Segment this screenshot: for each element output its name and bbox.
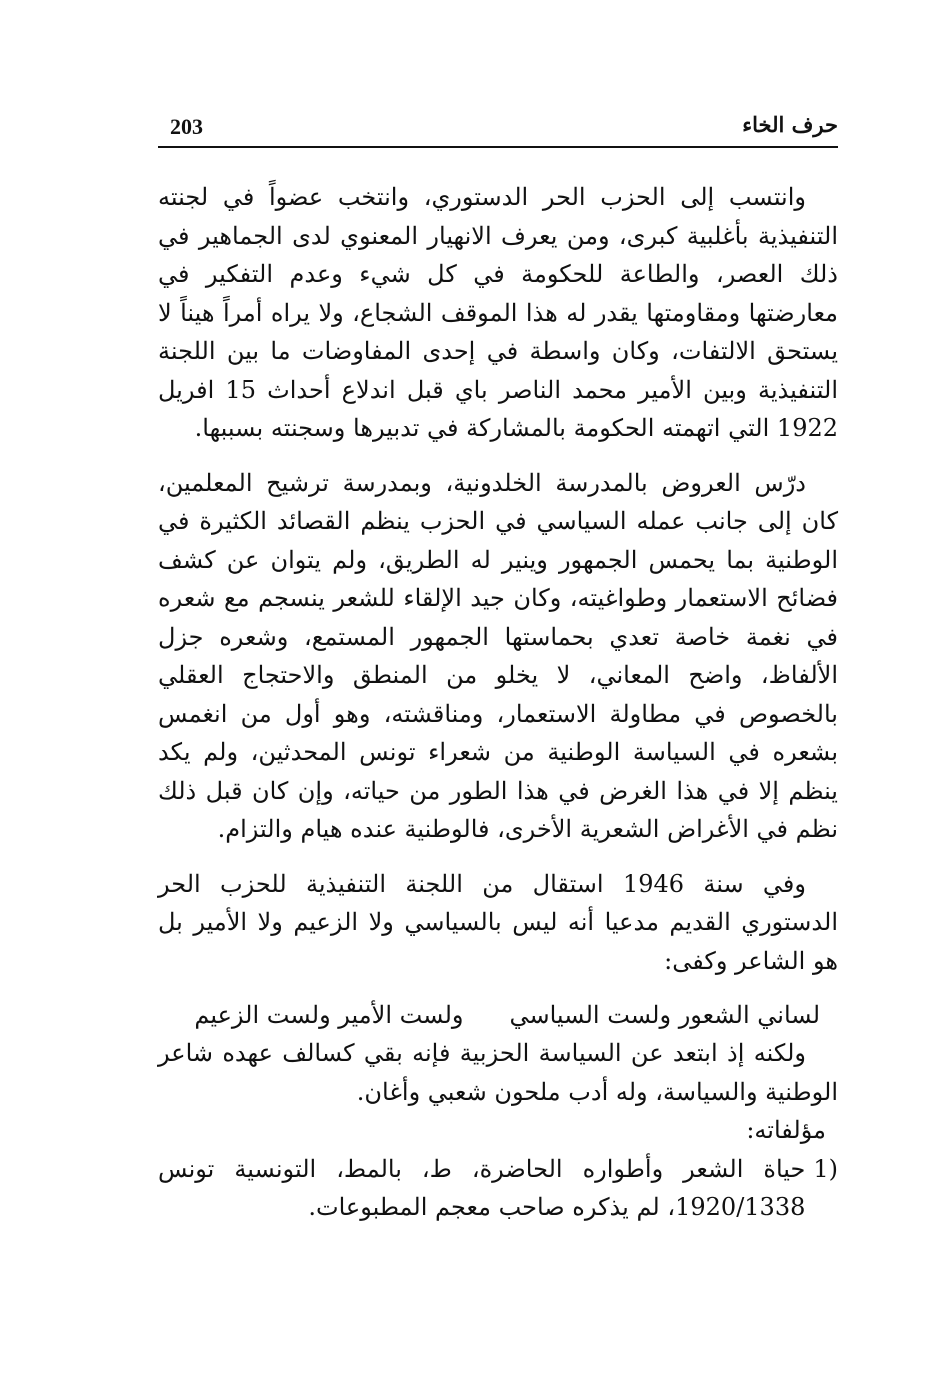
- works-list-item: [158, 1150, 838, 1227]
- body-text: [158, 178, 838, 1227]
- page-header: [158, 112, 838, 148]
- running-head: حرف الخاء: [742, 112, 838, 137]
- works-heading: مؤلفاته:: [746, 1116, 826, 1144]
- verse-hemistich-first: لساني الشعور ولست السياسي: [509, 1001, 820, 1029]
- verse-line: [158, 996, 838, 1034]
- paragraph-2: درّس العروض بالمدرسة الخلدونية، وبمدرسة ترشيح المعلمين، كان إلى جانب عمله السياسي في الحزب ينظم القصائد الكثيرة في الوطنية بما يحمس الجمهور وينير له الطريق، ولم يتوان عن كشف فضائح الاستعمار وطواغيته، وكان جيد الإلقاء للشعر ينسجم مع شعره في نغمة خاصة تعدي بحماستها الجمهور المستمع، وشعره جزل الألفاظ، واضح المعاني، لا يخلو من المنطق والاحتجاج العقلي بالخصوص في مطاولة الاستعمار، ومناقشته، وهو أول من انغمس بشعره في السياسة الوطنية من شعراء تونس المحدثين، ولم يكد ينظم إلا في هذا الغرض في هذا الطور من حياته، وإن كان قبل ذلك نظم في الأغراض الشعرية الأخرى، فالوطنية عنده هيام والتزام.: [158, 468, 838, 843]
- paragraph-3: وفي سنة 1946 استقال من اللجنة التنفيذية للحزب الحر الدستوري القديم مدعيا أنه ليس بالسياسي ولا الزعيم ولا الأمير بل هو الشاعر وكفى:: [158, 869, 838, 975]
- paragraph-1: وانتسب إلى الحزب الحر الدستوري، وانتخب عضواً في لجنته التنفيذية بأغلبية كبرى، ومن يعرف الانهيار المعنوي لدى الجماهير في ذلك العصر، والطاعة للحكومة في كل شيء وعدم التفكير في معارضتها ومقاومتها يقدر له هذا الموقف الشجاع، ولا يراه أمراً هيناً لا يستحق الالتفات، وكان واسطة في إحدى المفاوضات ما بين اللجنة التنفيذية وبين الأمير محمد الناصر باي قبل اندلاع أحداث 15 افريل 1922 التي اتهمته الحكومة بالمشاركة في تدبيرها وسجنته بسببها.: [158, 183, 838, 442]
- page-number: 203: [170, 114, 203, 139]
- verse-hemistich-second: ولست الأمير ولست الزعيم: [194, 1001, 464, 1029]
- works-item-text: حياة الشعر وأطواره الحاضرة، ط، بالمط، التونسية تونس 1920/1338، لم يذكره صاحب معجم المطبوعات.: [158, 1154, 806, 1221]
- works-item-number: 1): [813, 1154, 838, 1183]
- paragraph-after-verse: ولكنه إذ ابتعد عن السياسة الحزبية فإنه بقي كسالف عهده شاعر الوطنية والسياسة، وله أدب ملحون شعبي وأغان.: [158, 1039, 838, 1106]
